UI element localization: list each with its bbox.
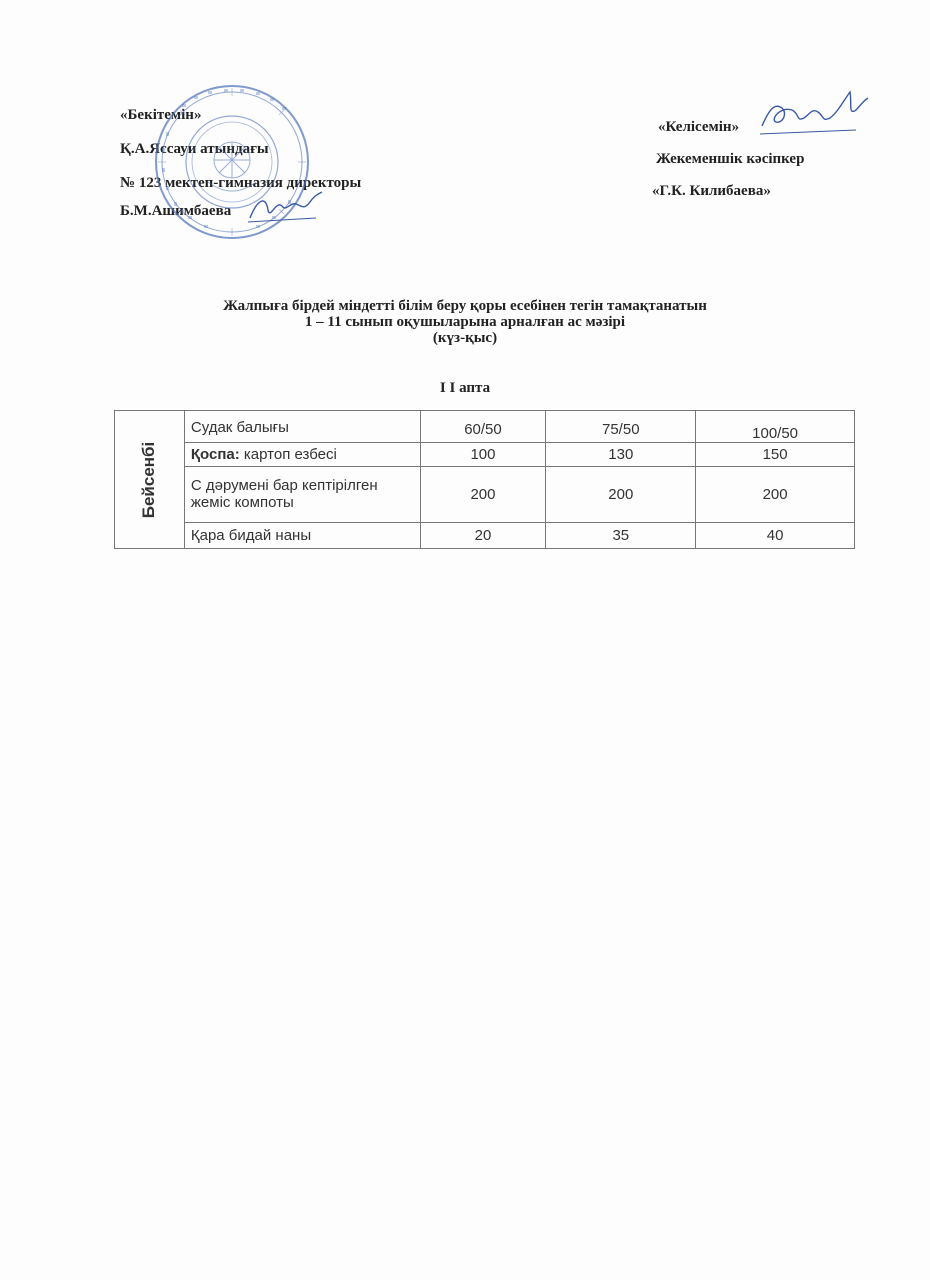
portion-1: 60/50 [420,411,546,443]
dish-label: картоп езбесі [239,446,337,463]
portion-3: 40 [696,523,855,549]
agreement-name: «Г.К. Килибаева» [652,183,771,199]
approval-school: Қ.А.Яссауи атындағы [120,141,269,157]
approval-director-name: Б.М.Ашимбаева [120,203,232,219]
agreement-heading: «Келісемін» [658,119,740,135]
table-row [115,467,855,523]
portion-2: 130 [546,443,696,467]
dish-label: Судак балығы [190,419,289,436]
dish-name [184,411,420,443]
dish-name [184,443,420,467]
portion-3: 100/50 [696,411,855,443]
approval-director-title: № 123 мектеп-гимназия директоры [120,175,362,191]
dish-name [184,467,420,523]
dish-prefix: Қоспа: [190,446,240,463]
portion-2: 35 [546,523,696,549]
dish-label: Қара бидай наны [190,527,312,544]
director-signature [246,188,326,228]
dish-label: С дәрумені бар кептірілген жеміс компоты [190,477,378,511]
entrepreneur-signature [752,82,872,142]
season-label: (күз-қыс) [432,330,498,346]
portion-1: 20 [420,523,546,549]
portion-1: 200 [420,467,546,523]
portion-3: 200 [696,467,855,523]
table-row [115,523,855,549]
portion-1: 100 [420,443,546,467]
week-label: І І апта [439,380,491,396]
day-name: Бейсенбі [139,441,159,518]
agreement-entrepreneur: Жекеменшік кәсіпкер [656,151,805,167]
table-row [115,411,855,443]
dish-name [184,523,420,549]
approval-heading: «Бекітемін» [120,107,202,123]
portion-3: 150 [696,443,855,467]
day-cell [115,411,185,549]
table-row [115,443,855,467]
document-title: Жалпыға бірдей міндетті білім беру қоры есебінен тегін тамақтанатын [223,298,707,314]
menu-table [114,410,855,549]
portion-2: 75/50 [546,411,696,443]
portion-2: 200 [546,467,696,523]
document-subtitle: 1 – 11 сынып оқушыларына арналған ас мәзірі [304,314,626,330]
